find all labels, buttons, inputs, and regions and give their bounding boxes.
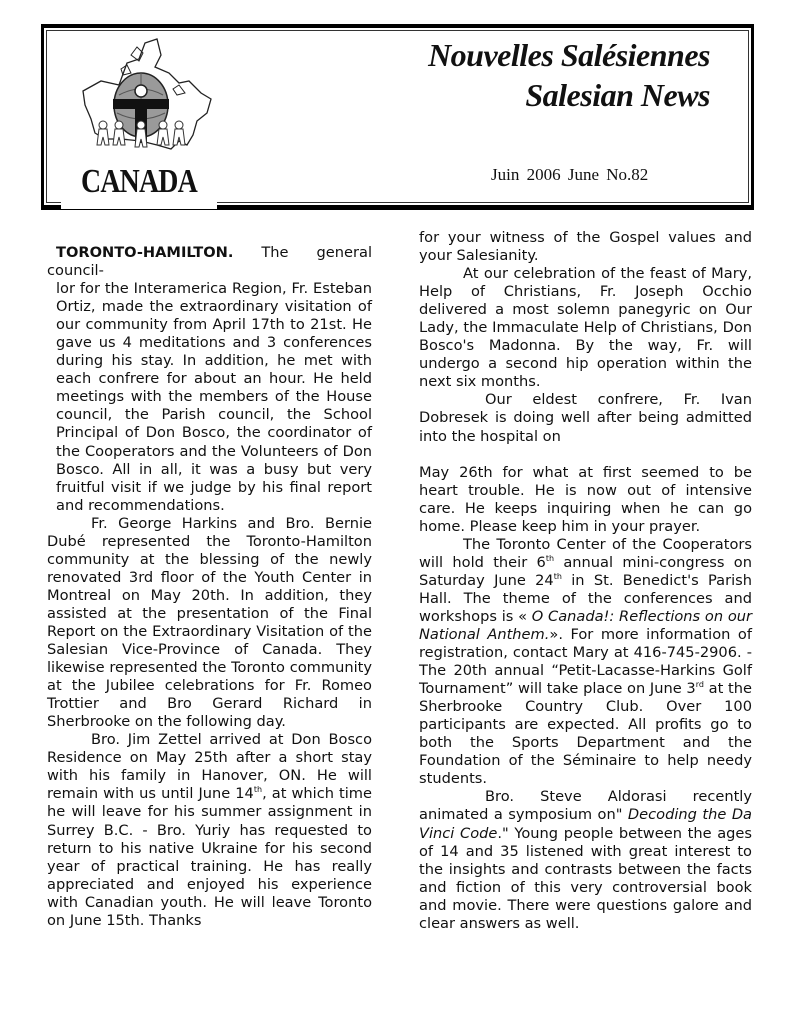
paragraph-text: at the Sherbrooke Country Club. Over 100 participants are expected. All profits go to both the Sports Department and the Foundation of the Séminaire to help needy students. [419, 680, 752, 788]
logo-label: CANADA [81, 163, 197, 200]
superscript: th [545, 553, 555, 563]
paragraph-text: ." Young people between the ages of 14 and 35 listened with great interest to the insights and contrasts between the facts and fiction of this very controversial book and movie. There were questions galore and clear answers as well. [419, 824, 752, 932]
masthead-inner-frame [46, 30, 749, 203]
paragraph-aldorasi [419, 788, 752, 932]
superscript: th [253, 785, 263, 795]
newsletter-title-english: Salesian News [525, 77, 710, 113]
newsletter-title-french: Nouvelles Salésiennes [428, 37, 710, 73]
paragraph-continuation: for your witness of the Gospel values and your Salesianity. [419, 229, 752, 265]
section-heading: TORONTO-HAMILTON. [56, 244, 234, 261]
logo [61, 33, 217, 209]
masthead [41, 24, 754, 210]
canada-map-emblem-icon [61, 33, 217, 173]
superscript: th [553, 571, 562, 581]
paragraph-zettel [47, 731, 372, 930]
paragraph-feast: At our celebration of the feast of Mary, Help of Christians, Fr. Joseph Occhio delivered a most solemn panegyric on Our Lady, the Immaculate Help of Christians, Don Bosco's Madonna. By the way, Fr. will undergo a second hip operation within the next six months. [419, 265, 752, 391]
paragraph-text: , at which time he will leave for his summer assignment in Surrey B.C. - Bro. Yuriy has requested to return to his native Ukraine for his second year of practical training. He has really appreciated and enjoyed his experience with Canadian youth. He will leave Toronto on June 15th. Thanks [47, 785, 372, 929]
paragraph-text: ». For more information of registration, contact Mary at 416-745-2906. - The 20th annual “Petit-Lacasse-Harkins Golf Tournament” will take place on June 3 [419, 625, 752, 698]
paragraph-text: Bro. Jim Zettel arrived at Don Bosco Residence on May 25th after a short stay with his family in Hanover, ON. He will remain with us until June 14 [47, 731, 372, 803]
right-column [419, 229, 752, 933]
paragraph-continuation: lor for the Interamerica Region, Fr. Esteban Ortiz, made the extraordinary visitation of our community from April 17th to 21st. He gave us 4 meditations and 3 conferences during his stay. In addition, he met with each confrere for about an hour. He held meetings with the members of the House council, the Parish council, the School Principal of Don Bosco, the coordinator of the Cooperators and the Volunteers of Don Bosco. All in all, it was a busy but very fruitful visit if we judge by his final report and recommendations. [56, 280, 372, 514]
paragraph-text: in St. Benedict's Parish Hall. The theme of the conferences and workshops is « [419, 571, 752, 625]
paragraph-text: The Toronto Center of the Cooperators will hold their 6 [419, 535, 752, 571]
paragraph-harkins-dube: Fr. George Harkins and Bro. Bernie Dubé represented the Toronto-Hamilton community at the blessing of the newly renovated 3rd floor of the Youth Center in Montreal on May 20th. In addition, they assisted at the presentation of the Final Report on the Extraordinary Visitation of the Salesian Vice-Province of Canada. They likewise represented the Toronto community at the Jubilee celebrations for Fr. Romeo Trottier and Bro Gerard Richard in Sherbrooke on the following day. [47, 514, 372, 731]
paragraph-toronto-hamilton [47, 244, 372, 280]
spacer [419, 446, 752, 464]
symposium-title: Decoding the Da Vinci Code [419, 806, 752, 842]
paragraph-text: The general council- [47, 244, 372, 280]
paragraph-cooperators [419, 536, 752, 789]
paragraph-text: annual mini-congress on Saturday June 24 [419, 553, 752, 589]
superscript: rd [695, 680, 704, 690]
paragraph-dobresek: Our eldest confrere, Fr. Ivan Dobresek is doing well after being admitted into the hospital on [419, 391, 752, 445]
paragraph-text: Bro. Steve Aldorasi recently animated a symposium on" [419, 788, 752, 824]
issue-line: Juin 2006 June No.82 [491, 165, 649, 184]
left-column [47, 244, 372, 930]
paragraph-dobresek-continued: May 26th for what at first seemed to be heart trouble. He is now out of intensive care. He keeps inquiring when he can go home. Please keep him in your prayer. [419, 463, 752, 535]
theme-title: O Canada!: Reflections on our National Anthem. [419, 607, 752, 643]
